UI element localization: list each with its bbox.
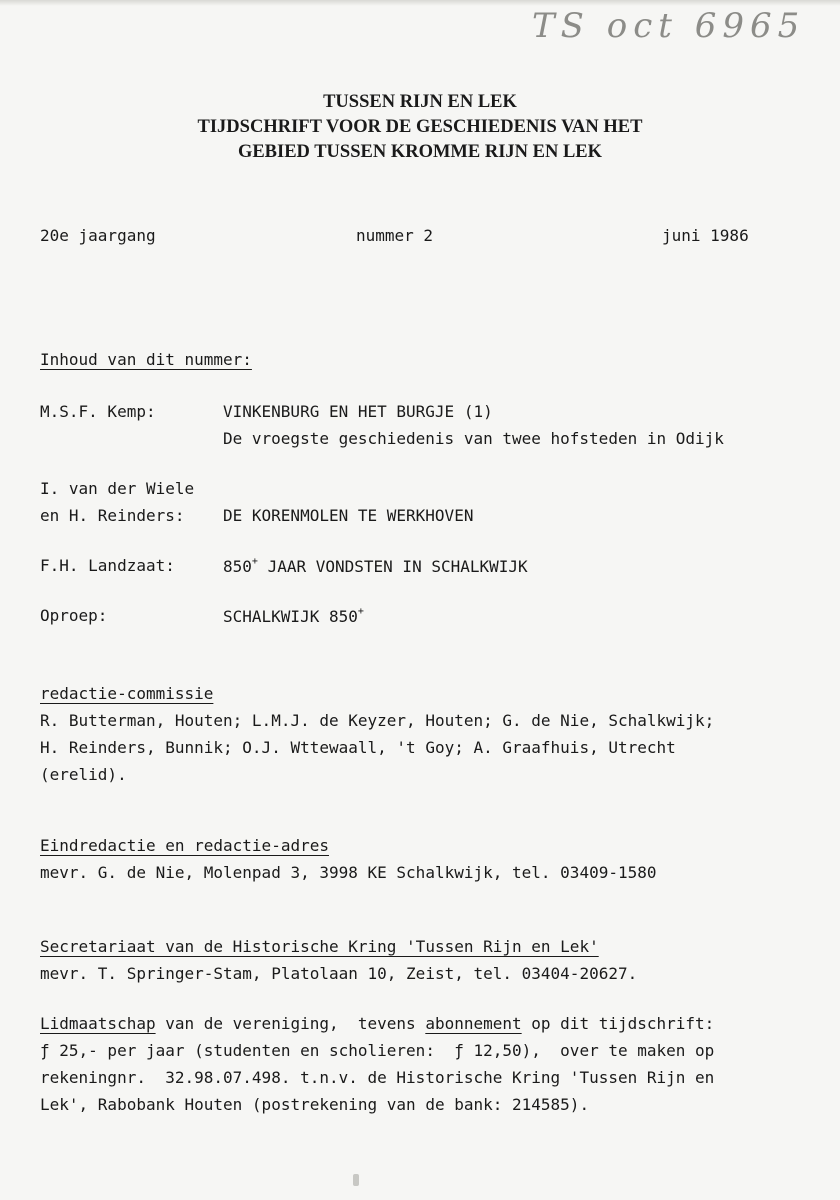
secretariat-address: mevr. T. Springer-Stam, Platolaan 10, Zeist, tel. 03404-20627. <box>40 964 638 983</box>
toc-author-2-line2: en H. Reinders: <box>40 506 185 525</box>
redaction-line-3: (erelid). <box>40 765 127 784</box>
toc-title-4 <box>223 606 364 626</box>
subscription-keyword: abonnement <box>425 1014 522 1033</box>
editor-section <box>40 832 810 886</box>
toc-subtitle-1: De vroegste geschiedenis van twee hofsteden in Odijk <box>223 429 724 448</box>
redaction-line-1: R. Butterman, Houten; L.M.J. de Keyzer, Houten; G. de Nie, Schalkwijk; <box>40 711 715 730</box>
membership-line-2: ƒ 25,- per jaar (studenten en scholieren: ƒ 12,50), over te maken op <box>40 1041 715 1060</box>
membership-line-1 <box>40 1010 810 1037</box>
toc-author-2-line1: I. van der Wiele <box>40 479 195 498</box>
membership-section <box>40 1010 810 1118</box>
editor-heading: Eindredactie en redactie-adres <box>40 836 329 855</box>
toc-author-4: Oproep: <box>40 606 108 625</box>
journal-subtitle-line2: GEBIED TUSSEN KROMME RIJN EN LEK <box>237 142 603 162</box>
secretariat-heading: Secretariaat van de Historische Kring 'Tussen Rijn en Lek' <box>40 937 599 956</box>
membership-keyword: Lidmaatschap <box>40 1014 156 1033</box>
issue-number: nummer 2 <box>356 226 434 245</box>
issue-volume: 20e jaargang <box>40 226 156 245</box>
toc-title-3-text: JAAR VONDSTEN IN SCHALKWIJK <box>257 557 528 576</box>
journal-subtitle-line1: TIJDSCHRIFT VOOR DE GESCHIEDENIS VAN HET <box>197 117 643 137</box>
toc-title-1: VINKENBURG EN HET BURGJE (1) <box>223 402 493 421</box>
redaction-heading: redactie-commissie <box>40 684 214 703</box>
redaction-line-2: H. Reinders, Bunnik; O.J. Wttewaall, 't Goy; A. Graafhuis, Utrecht <box>40 738 676 757</box>
journal-title: TUSSEN RIJN EN LEK <box>323 92 517 112</box>
toc-title-3-plus: + <box>251 556 258 567</box>
redaction-section <box>40 680 810 788</box>
toc-title-4-plus: + <box>357 606 364 617</box>
secretariat-section <box>40 933 810 987</box>
contents-heading: Inhoud van dit nummer: <box>40 350 252 369</box>
issue-date: juni 1986 <box>662 226 749 245</box>
toc-author-3: F.H. Landzaat: <box>40 556 175 575</box>
membership-line-3: rekeningnr. 32.98.07.498. t.n.v. de Historische Kring 'Tussen Rijn en <box>40 1068 715 1087</box>
toc-title-4-text: SCHALKWIJK 850 <box>223 607 358 626</box>
toc-author-1: M.S.F. Kemp: <box>40 402 156 421</box>
membership-text-2: op dit tijdschrift: <box>521 1014 715 1033</box>
masthead <box>0 90 840 165</box>
toc-title-3 <box>223 556 528 576</box>
membership-line-4: Lek', Rabobank Houten (postrekening van de bank: 214585). <box>40 1095 590 1114</box>
scan-speck <box>353 1174 359 1186</box>
membership-text-1: van de vereniging, tevens <box>155 1014 426 1033</box>
handwritten-archive-note: TS oct 6965 <box>532 6 806 46</box>
toc-title-3-number: 850 <box>223 557 252 576</box>
toc-title-2: DE KORENMOLEN TE WERKHOVEN <box>223 506 474 525</box>
editor-address: mevr. G. de Nie, Molenpad 3, 3998 KE Schalkwijk, tel. 03409-1580 <box>40 863 657 882</box>
